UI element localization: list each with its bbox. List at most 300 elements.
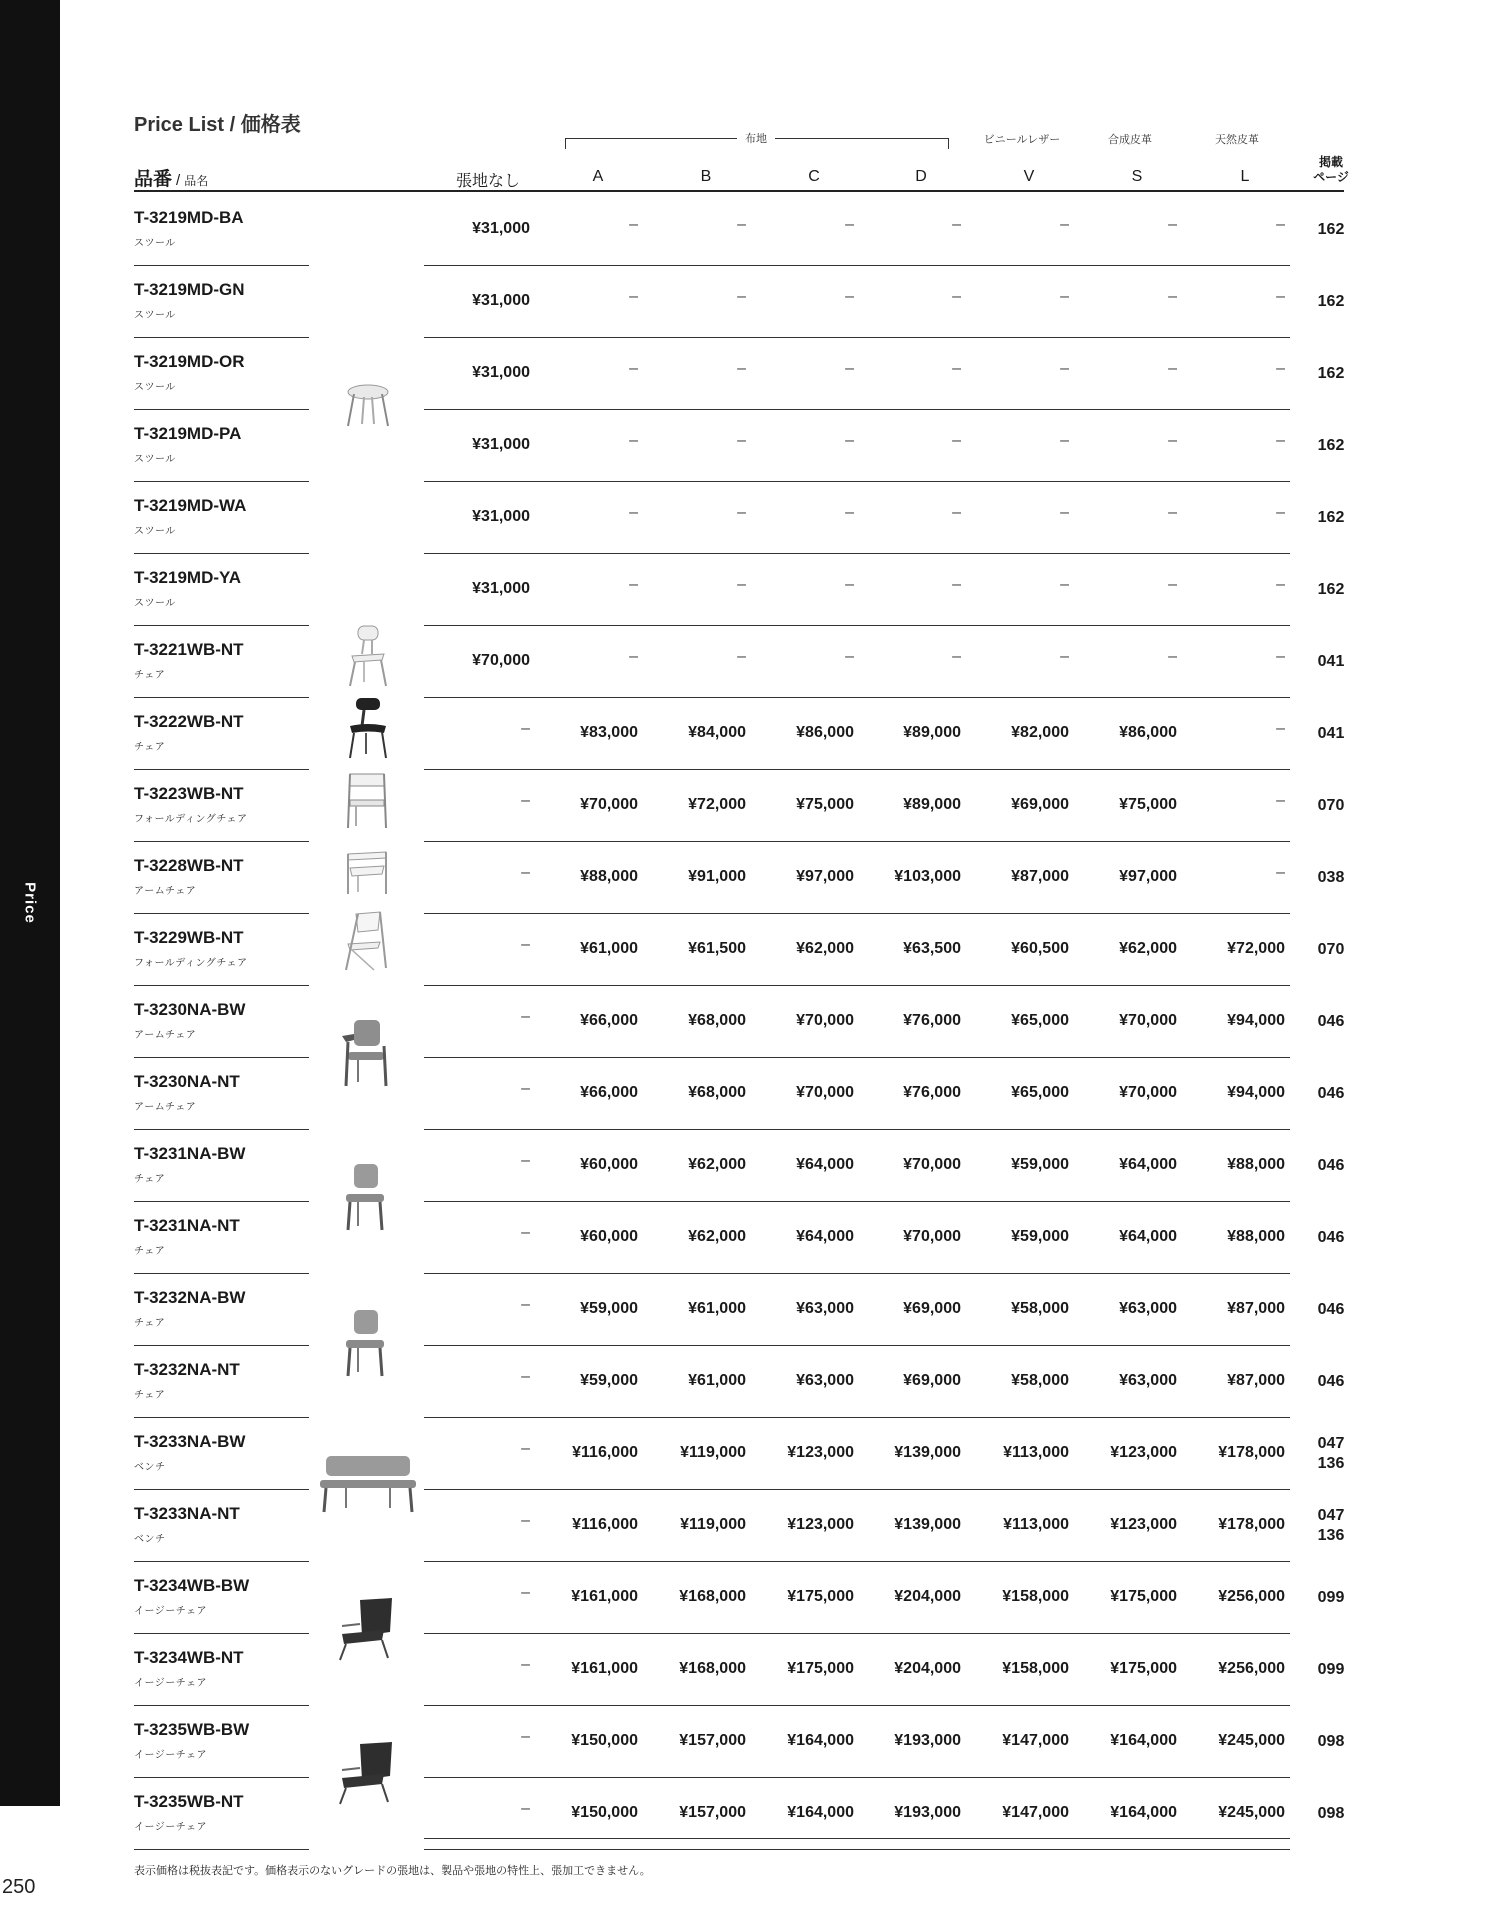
catalog-page <box>1318 724 1345 744</box>
price-grade-a: ¥116,000 <box>572 1516 638 1533</box>
product-code: T-3235WB-BW <box>134 1720 250 1739</box>
price-grade-d: ¥193,000 <box>894 1804 961 1821</box>
price-grade-a: ¥70,000 <box>580 796 638 813</box>
natural-group-label: 天然皮革 <box>1215 134 1259 146</box>
price-grade-c: ¥64,000 <box>796 1156 854 1173</box>
price-grade-d: – <box>952 288 961 305</box>
price-grade-v: ¥65,000 <box>1011 1084 1069 1101</box>
bench-icon <box>318 1452 418 1514</box>
product-code: T-3231NA-NT <box>134 1216 240 1235</box>
price-grade-v: ¥58,000 <box>1011 1300 1069 1317</box>
price-grade-c: ¥64,000 <box>796 1228 854 1245</box>
price-grade-d: ¥70,000 <box>903 1156 961 1173</box>
header-name-label: 品名 <box>184 174 209 188</box>
price-grade-s: ¥64,000 <box>1119 1156 1177 1173</box>
price-grade-v: ¥69,000 <box>1011 796 1069 813</box>
price-grade-d: ¥193,000 <box>894 1732 961 1749</box>
price-grade-a: ¥161,000 <box>571 1660 638 1677</box>
product-code: T-3219MD-PA <box>134 424 242 443</box>
product-name: スツール <box>134 238 176 249</box>
header-grade-v: V <box>1023 168 1035 185</box>
product-code: T-3233NA-BW <box>134 1432 246 1451</box>
price-grade-c: ¥123,000 <box>787 1444 854 1461</box>
price-grade-d: ¥204,000 <box>894 1660 961 1677</box>
header-grade-a: A <box>592 168 604 185</box>
price-grade-d: – <box>952 216 961 233</box>
price-grade-c: ¥62,000 <box>796 940 854 957</box>
price-grade-d: – <box>952 648 961 665</box>
catalog-page <box>1318 796 1345 816</box>
price-grade-l: – <box>1276 216 1285 233</box>
product-name: チェア <box>134 1318 166 1329</box>
price-grade-s: ¥63,000 <box>1119 1300 1177 1317</box>
price-grade-a: – <box>629 216 638 233</box>
product-name: スツール <box>134 454 176 465</box>
price-grade-b: ¥84,000 <box>688 724 746 741</box>
price-grade-l: – <box>1276 792 1285 809</box>
price-grade-l: – <box>1276 864 1285 881</box>
price-bare: ¥70,000 <box>472 652 530 669</box>
price-grade-v: ¥147,000 <box>1002 1732 1069 1749</box>
catalog-page-number: 162 <box>1317 509 1345 526</box>
price-bare: – <box>521 1512 530 1529</box>
price-grade-d: ¥139,000 <box>894 1516 961 1533</box>
price-grade-a: – <box>629 576 638 593</box>
price-grade-c: – <box>845 504 854 521</box>
price-grade-l: ¥72,000 <box>1227 940 1285 957</box>
price-bare: – <box>521 936 530 953</box>
price-grade-s: ¥175,000 <box>1110 1588 1177 1605</box>
table-row <box>0 986 1503 1058</box>
product-code: T-3232NA-BW <box>134 1288 246 1307</box>
table-row <box>0 554 1503 626</box>
price-grade-l: – <box>1276 360 1285 377</box>
price-bare: – <box>521 1080 530 1097</box>
price-bare: – <box>521 1800 530 1817</box>
catalog-page-number: 098 <box>1317 1733 1345 1750</box>
price-bare: ¥31,000 <box>472 364 530 381</box>
table-row <box>0 698 1503 770</box>
price-grade-b: ¥168,000 <box>679 1660 746 1677</box>
catalog-page <box>1318 868 1345 888</box>
catalog-page-number: 046 <box>1317 1301 1345 1318</box>
price-bare: ¥31,000 <box>472 220 530 237</box>
price-grade-s: ¥64,000 <box>1119 1228 1177 1245</box>
price-grade-c: ¥97,000 <box>796 868 854 885</box>
header-bare: 張地なし <box>455 173 521 190</box>
price-grade-l: – <box>1276 648 1285 665</box>
price-bare: ¥31,000 <box>472 436 530 453</box>
price-grade-b: ¥157,000 <box>679 1804 746 1821</box>
price-grade-l: – <box>1276 288 1285 305</box>
page-title: Price List / 価格表 <box>134 114 301 136</box>
price-bare: ¥31,000 <box>472 292 530 309</box>
price-grade-a: – <box>629 288 638 305</box>
product-code: T-3233NA-NT <box>134 1504 240 1523</box>
catalog-page <box>1318 580 1345 600</box>
price-grade-b: ¥119,000 <box>680 1444 746 1461</box>
price-grade-a: ¥150,000 <box>571 1732 638 1749</box>
price-grade-v: ¥65,000 <box>1011 1012 1069 1029</box>
catalog-page-number: 162 <box>1317 293 1345 310</box>
table-row <box>0 266 1503 338</box>
table-row <box>0 194 1503 266</box>
catalog-page-number: 046 <box>1317 1229 1345 1246</box>
price-grade-s: ¥70,000 <box>1119 1012 1177 1029</box>
price-grade-a: – <box>629 504 638 521</box>
price-grade-d: ¥63,500 <box>903 940 961 957</box>
table-row <box>0 482 1503 554</box>
price-grade-c: ¥164,000 <box>787 1732 854 1749</box>
price-bare: – <box>521 1296 530 1313</box>
price-grade-b: – <box>737 648 746 665</box>
price-grade-c: ¥164,000 <box>787 1804 854 1821</box>
price-grade-s: ¥164,000 <box>1110 1804 1177 1821</box>
price-grade-d: ¥69,000 <box>903 1300 961 1317</box>
catalog-page-number: 098 <box>1317 1805 1345 1822</box>
table-row <box>0 410 1503 482</box>
product-code: T-3235WB-NT <box>134 1792 244 1811</box>
price-grade-l: ¥178,000 <box>1218 1516 1285 1533</box>
page-number: 250 <box>2 1876 36 1898</box>
catalog-page-number: 162 <box>1317 365 1345 382</box>
header-grade-s: S <box>1131 168 1143 185</box>
price-grade-v: ¥147,000 <box>1002 1804 1069 1821</box>
price-grade-v: – <box>1060 360 1069 377</box>
catalog-page-number: 046 <box>1317 1013 1345 1030</box>
price-bare: – <box>521 864 530 881</box>
catalog-page <box>1318 1372 1345 1392</box>
product-code: T-3232NA-NT <box>134 1360 240 1379</box>
header-grade-l: L <box>1240 168 1250 185</box>
product-name: ベンチ <box>134 1462 166 1473</box>
row-divider-right <box>424 1849 1290 1850</box>
product-code: T-3228WB-NT <box>134 856 244 875</box>
price-bare: ¥31,000 <box>472 580 530 597</box>
price-grade-s: – <box>1168 504 1177 521</box>
catalog-page-number: 136 <box>1317 1455 1345 1472</box>
price-grade-d: – <box>952 360 961 377</box>
price-grade-s: ¥62,000 <box>1119 940 1177 957</box>
price-grade-s: ¥97,000 <box>1119 868 1177 885</box>
catalog-page-number: 038 <box>1317 869 1345 886</box>
price-grade-v: ¥113,000 <box>1003 1516 1069 1533</box>
catalog-page-number: 047 <box>1317 1435 1345 1452</box>
catalog-page-number: 046 <box>1317 1373 1345 1390</box>
price-grade-b: – <box>737 432 746 449</box>
product-code: T-3230NA-BW <box>134 1000 246 1019</box>
price-grade-c: – <box>845 648 854 665</box>
product-name: イージーチェア <box>134 1822 207 1833</box>
catalog-page-number: 162 <box>1317 581 1345 598</box>
catalog-page-number: 162 <box>1317 221 1345 238</box>
price-grade-c: – <box>845 576 854 593</box>
table-row <box>0 626 1503 698</box>
price-grade-c: ¥63,000 <box>796 1372 854 1389</box>
price-grade-b: ¥119,000 <box>680 1516 746 1533</box>
product-name: イージーチェア <box>134 1606 207 1617</box>
price-grade-v: – <box>1060 216 1069 233</box>
price-grade-a: ¥88,000 <box>580 868 638 885</box>
price-grade-s: – <box>1168 216 1177 233</box>
table-row <box>0 1706 1503 1778</box>
armchair-white-icon <box>342 846 392 898</box>
price-grade-l: ¥87,000 <box>1227 1300 1285 1317</box>
price-grade-v: ¥82,000 <box>1011 724 1069 741</box>
price-grade-s: ¥123,000 <box>1110 1444 1177 1461</box>
price-grade-b: ¥91,000 <box>688 868 746 885</box>
table-row <box>0 770 1503 842</box>
product-name: チェア <box>134 1246 166 1257</box>
header-grade-d: D <box>915 168 927 185</box>
price-grade-c: ¥75,000 <box>796 796 854 813</box>
chair-upholstered-icon <box>340 1162 390 1232</box>
catalog-page-number: 099 <box>1317 1589 1345 1606</box>
product-name: スツール <box>134 310 176 321</box>
price-grade-c: – <box>845 216 854 233</box>
price-grade-s: ¥86,000 <box>1119 724 1177 741</box>
catalog-page <box>1318 364 1345 384</box>
price-grade-b: – <box>737 576 746 593</box>
price-grade-v: ¥113,000 <box>1003 1444 1069 1461</box>
price-grade-b: – <box>737 504 746 521</box>
price-grade-c: – <box>845 288 854 305</box>
price-grade-a: ¥116,000 <box>572 1444 638 1461</box>
price-bare: – <box>521 1440 530 1457</box>
price-grade-s: ¥123,000 <box>1110 1516 1177 1533</box>
price-grade-s: ¥164,000 <box>1110 1732 1177 1749</box>
price-bare: – <box>521 1728 530 1745</box>
table-row <box>0 1778 1503 1850</box>
price-grade-c: ¥63,000 <box>796 1300 854 1317</box>
price-grade-l: ¥256,000 <box>1218 1588 1285 1605</box>
catalog-page-number: 047 <box>1317 1507 1345 1524</box>
price-grade-a: ¥66,000 <box>580 1012 638 1029</box>
catalog-page <box>1318 1506 1345 1546</box>
table-row <box>0 1274 1503 1346</box>
product-code: T-3234WB-NT <box>134 1648 244 1667</box>
product-code: T-3231NA-BW <box>134 1144 246 1163</box>
footnote: 表示価格は税抜表記です。価格表示のないグレードの張地は、製品や張地の特性上、張加工できません。 <box>134 1865 651 1877</box>
price-grade-a: ¥61,000 <box>580 940 638 957</box>
catalog-page-number: 046 <box>1317 1157 1345 1174</box>
price-grade-a: ¥59,000 <box>580 1300 638 1317</box>
product-code: T-3230NA-NT <box>134 1072 240 1091</box>
price-grade-c: – <box>845 360 854 377</box>
price-grade-b: ¥61,000 <box>688 1300 746 1317</box>
price-grade-v: ¥59,000 <box>1011 1228 1069 1245</box>
price-grade-c: ¥86,000 <box>796 724 854 741</box>
catalog-page-number: 070 <box>1317 797 1345 814</box>
price-grade-a: – <box>629 648 638 665</box>
price-grade-s: – <box>1168 288 1177 305</box>
price-bare: – <box>521 720 530 737</box>
price-grade-b: ¥61,000 <box>688 1372 746 1389</box>
price-grade-l: ¥245,000 <box>1218 1804 1285 1821</box>
price-grade-v: ¥60,500 <box>1011 940 1069 957</box>
price-grade-v: – <box>1060 576 1069 593</box>
product-name: チェア <box>134 1174 166 1185</box>
price-grade-l: ¥94,000 <box>1227 1012 1285 1029</box>
price-grade-b: ¥68,000 <box>688 1084 746 1101</box>
price-grade-s: – <box>1168 360 1177 377</box>
catalog-page-number: 070 <box>1317 941 1345 958</box>
price-grade-d: – <box>952 504 961 521</box>
easy-chair-icon <box>336 1740 398 1806</box>
price-grade-a: ¥66,000 <box>580 1084 638 1101</box>
header-page <box>1313 155 1349 185</box>
folding-chair-light-icon <box>340 910 392 972</box>
table-row <box>0 914 1503 986</box>
folding-chair-icon <box>342 770 392 830</box>
catalog-page-number: 099 <box>1317 1661 1345 1678</box>
price-grade-s: – <box>1168 576 1177 593</box>
price-grade-v: – <box>1060 432 1069 449</box>
product-name: チェア <box>134 742 166 753</box>
catalog-page-number: 046 <box>1317 1085 1345 1102</box>
catalog-page <box>1318 652 1345 672</box>
product-name: スツール <box>134 382 176 393</box>
product-code: T-3222WB-NT <box>134 712 244 731</box>
price-bare: – <box>521 1584 530 1601</box>
price-grade-l: – <box>1276 432 1285 449</box>
price-grade-d: ¥89,000 <box>903 724 961 741</box>
price-bare: ¥31,000 <box>472 508 530 525</box>
synthetic-group-label: 合成皮革 <box>1108 134 1152 146</box>
price-grade-b: – <box>737 288 746 305</box>
table-row <box>0 1202 1503 1274</box>
price-grade-d: ¥204,000 <box>894 1588 961 1605</box>
table-row <box>0 1346 1503 1418</box>
product-code: T-3219MD-GN <box>134 280 245 299</box>
product-name: アームチェア <box>134 1030 197 1041</box>
product-code: T-3234WB-BW <box>134 1576 250 1595</box>
catalog-page <box>1318 1804 1345 1824</box>
price-grade-a: – <box>629 360 638 377</box>
table-row <box>0 1490 1503 1562</box>
catalog-page <box>1318 1228 1345 1248</box>
header-page-line2: ページ <box>1313 170 1349 184</box>
price-grade-a: ¥60,000 <box>580 1228 638 1245</box>
price-grade-a: ¥59,000 <box>580 1372 638 1389</box>
price-grade-b: ¥68,000 <box>688 1012 746 1029</box>
price-grade-l: – <box>1276 720 1285 737</box>
header-rule-right <box>424 190 1344 192</box>
armchair-upholstered-icon <box>338 1018 394 1088</box>
chair-black-icon <box>342 696 392 760</box>
price-grade-d: ¥89,000 <box>903 796 961 813</box>
price-grade-b: ¥72,000 <box>688 796 746 813</box>
price-grade-a: ¥60,000 <box>580 1156 638 1173</box>
price-grade-v: ¥158,000 <box>1002 1588 1069 1605</box>
catalog-page <box>1318 1660 1345 1680</box>
price-grade-v: ¥59,000 <box>1011 1156 1069 1173</box>
price-grade-c: ¥175,000 <box>787 1660 854 1677</box>
price-grade-s: ¥63,000 <box>1119 1372 1177 1389</box>
product-name: ベンチ <box>134 1534 166 1545</box>
catalog-page <box>1318 436 1345 456</box>
price-bare: – <box>521 1152 530 1169</box>
table-row <box>0 1634 1503 1706</box>
price-grade-d: ¥69,000 <box>903 1372 961 1389</box>
price-grade-d: – <box>952 432 961 449</box>
product-name: スツール <box>134 598 176 609</box>
price-grade-c: ¥70,000 <box>796 1084 854 1101</box>
catalog-page-number: 041 <box>1317 653 1345 670</box>
price-grade-l: – <box>1276 504 1285 521</box>
price-grade-a: ¥150,000 <box>571 1804 638 1821</box>
easy-chair-icon <box>336 1596 398 1662</box>
price-grade-l: – <box>1276 576 1285 593</box>
table-bottom-rule <box>424 1838 1290 1839</box>
product-name: イージーチェア <box>134 1678 207 1689</box>
side-tab-label: Price <box>21 882 39 924</box>
price-bare: – <box>521 792 530 809</box>
price-grade-v: ¥58,000 <box>1011 1372 1069 1389</box>
price-grade-b: ¥62,000 <box>688 1156 746 1173</box>
table-row <box>0 1130 1503 1202</box>
header-code: 品番 / 品名 <box>134 169 209 190</box>
product-name: アームチェア <box>134 1102 197 1113</box>
header-grade-b: B <box>700 168 712 185</box>
price-grade-d: ¥139,000 <box>894 1444 961 1461</box>
product-code: T-3223WB-NT <box>134 784 244 803</box>
price-grade-v: – <box>1060 288 1069 305</box>
table-row <box>0 842 1503 914</box>
catalog-page <box>1318 508 1345 528</box>
chair-white-icon <box>342 624 392 688</box>
price-grade-c: ¥123,000 <box>787 1516 854 1533</box>
product-name: スツール <box>134 526 176 537</box>
chair-upholstered-icon <box>340 1308 390 1378</box>
catalog-page <box>1318 1732 1345 1752</box>
price-grade-l: ¥256,000 <box>1218 1660 1285 1677</box>
catalog-page-number: 136 <box>1317 1527 1345 1544</box>
header-grade-c: C <box>808 168 820 185</box>
catalog-page <box>1318 1156 1345 1176</box>
product-name: フォールディングチェア <box>134 814 248 825</box>
price-grade-l: ¥88,000 <box>1227 1156 1285 1173</box>
catalog-page <box>1318 1012 1345 1032</box>
header-page-line1: 掲載 <box>1318 155 1344 169</box>
product-code: T-3219MD-YA <box>134 568 242 587</box>
price-grade-s: ¥175,000 <box>1110 1660 1177 1677</box>
price-grade-s: ¥75,000 <box>1119 796 1177 813</box>
price-grade-l: ¥87,000 <box>1227 1372 1285 1389</box>
row-divider-left <box>134 1849 309 1850</box>
price-bare: – <box>521 1008 530 1025</box>
price-bare: – <box>521 1224 530 1241</box>
price-grade-d: ¥70,000 <box>903 1228 961 1245</box>
catalog-page <box>1318 1300 1345 1320</box>
price-grade-c: ¥175,000 <box>787 1588 854 1605</box>
price-grade-b: ¥157,000 <box>679 1732 746 1749</box>
price-grade-v: ¥158,000 <box>1002 1660 1069 1677</box>
product-name: チェア <box>134 670 166 681</box>
header-rule-left <box>134 190 424 192</box>
header-code-label: 品番 <box>134 169 173 190</box>
price-grade-d: ¥76,000 <box>903 1084 961 1101</box>
price-grade-c: ¥70,000 <box>796 1012 854 1029</box>
catalog-page-number: 162 <box>1317 437 1345 454</box>
price-grade-l: ¥94,000 <box>1227 1084 1285 1101</box>
vinyl-group-label: ビニールレザー <box>983 134 1061 146</box>
price-grade-s: ¥70,000 <box>1119 1084 1177 1101</box>
product-code: T-3219MD-BA <box>134 208 244 227</box>
table-row <box>0 1058 1503 1130</box>
catalog-page <box>1318 220 1345 240</box>
price-grade-l: ¥245,000 <box>1218 1732 1285 1749</box>
